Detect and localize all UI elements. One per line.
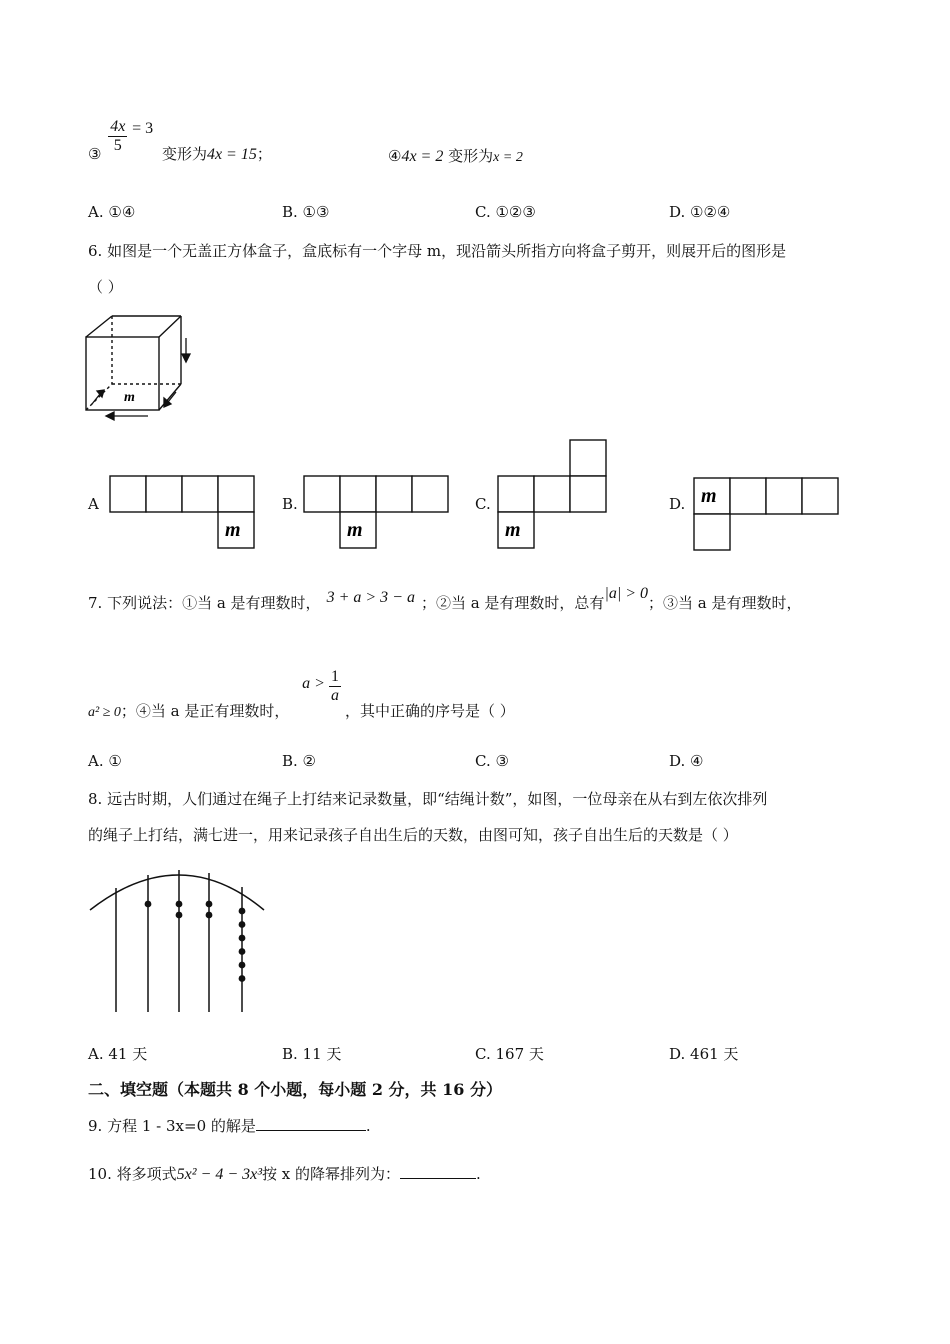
q10-poly: 5x² − 4 − 3x³ xyxy=(176,1166,263,1183)
net-a-letter: m xyxy=(225,519,241,541)
item3-fraction: $\frac{4x}{5}$ xyxy=(110,118,126,154)
item3-result: 4x = 15 xyxy=(206,145,257,163)
q8-option-b[interactable]: B. 11 天 xyxy=(282,1045,342,1063)
knot xyxy=(145,901,152,908)
q9-answer-blank[interactable] xyxy=(256,1116,366,1131)
q7-math1: 3 + a > 3 − a xyxy=(326,589,415,606)
q7-math3: a² ≥ 0 xyxy=(88,705,121,721)
q6-option-b-label[interactable]: B. xyxy=(282,495,298,513)
q8-stem-line2: 的绳子上打结，满七进一，用来记录孩子自出生后的天数，由图可知，孩子自出生后的天数是（ ） xyxy=(88,826,738,844)
section2-title: 二、填空题（本题共 8 个小题，每小题 2 分，共 16 分） xyxy=(88,1080,502,1099)
q6-option-c-label[interactable]: C. xyxy=(475,495,491,513)
q8-option-d[interactable]: D. 461 天 xyxy=(669,1045,739,1063)
net-b-letter: m xyxy=(347,519,363,541)
knot xyxy=(239,975,246,982)
item3-marker: ③ xyxy=(88,144,102,163)
q5-option-a[interactable]: A. ①④ xyxy=(88,203,136,221)
item3-text: 变形为 xyxy=(161,144,207,163)
knot xyxy=(239,908,246,915)
q7-line1: 7. 下列说法：①当 a 是有理数时， 3 + a > 3 − a ；②当 a 是有理数时，总有|a| > 0；③当 a 是有理数时， xyxy=(88,585,802,612)
q7-math4: a > $\frac{1}{a}$ xyxy=(302,668,339,704)
q6-cube-figure xyxy=(80,312,210,422)
q8-option-a[interactable]: A. 41 天 xyxy=(88,1045,148,1063)
q7-option-c[interactable]: C. ③ xyxy=(475,752,509,770)
q7-option-b[interactable]: B. ② xyxy=(282,752,317,770)
knot xyxy=(239,921,246,928)
cube-front-face xyxy=(86,337,159,410)
arrow-left-icon xyxy=(106,412,114,420)
q10-answer-blank[interactable] xyxy=(400,1164,476,1179)
item3-eq: = 3 xyxy=(132,119,154,137)
knot xyxy=(206,912,213,919)
q9: 9. 方程 1 - 3x=0 的解是 . xyxy=(88,1117,371,1135)
q7-line2: a² ≥ 0；④当 a 是正有理数时， a > $\frac{1}{a}$ ，其中正确的序号是（ ） xyxy=(88,668,515,721)
q6-stem-line2: （ ） xyxy=(88,278,123,296)
q6-stem-line1: 6. 如图是一个无盖正方体盒子，盒底标有一个字母 m，现沿箭头所指方向将盒子剪开，则展开后的图形是 xyxy=(88,242,787,260)
q7-math2: |a| > 0 xyxy=(604,585,649,602)
q10: 10. 将多项式5x² − 4 − 3x³按 x 的降幂排列为： . xyxy=(88,1165,481,1183)
knot xyxy=(206,901,213,908)
q7-option-a[interactable]: A. ① xyxy=(88,752,122,770)
q6-option-b-net[interactable] xyxy=(304,476,454,551)
net-d-letter: m xyxy=(701,485,717,507)
q5-option-b[interactable]: B. ①③ xyxy=(282,203,330,221)
q6-option-c-net[interactable] xyxy=(498,440,613,552)
q5-option-d[interactable]: D. ①②④ xyxy=(669,203,731,221)
knot xyxy=(239,962,246,969)
net-c-letter: m xyxy=(505,519,521,541)
q8-option-c[interactable]: C. 167 天 xyxy=(475,1045,544,1063)
q5-item3: ③ $\frac{4x}{5}$ = 3 变形为4x = 15； xyxy=(88,118,272,163)
q8-stem-line1: 8. 远古时期，人们通过在绳子上打结来记录数量，即“结绳计数”，如图，一位母亲在从右到左依次排列 xyxy=(88,790,768,808)
knot xyxy=(176,901,183,908)
q6-option-d-net[interactable] xyxy=(694,478,844,553)
q8-knot-figure xyxy=(88,862,268,1017)
q6-option-a-net[interactable] xyxy=(110,476,260,551)
knot xyxy=(176,912,183,919)
q6-option-a-label[interactable]: A xyxy=(88,495,99,513)
knot xyxy=(239,935,246,942)
q5-item4: ④4x = 2 变形为x = 2 xyxy=(388,147,523,165)
q6-option-d-label[interactable]: D. xyxy=(669,495,686,513)
q5-option-c[interactable]: C. ①②③ xyxy=(475,203,536,221)
cube-letter: m xyxy=(124,390,135,405)
knot xyxy=(239,948,246,955)
q7-option-d[interactable]: D. ④ xyxy=(669,752,704,770)
arrow-down-icon xyxy=(182,354,190,362)
